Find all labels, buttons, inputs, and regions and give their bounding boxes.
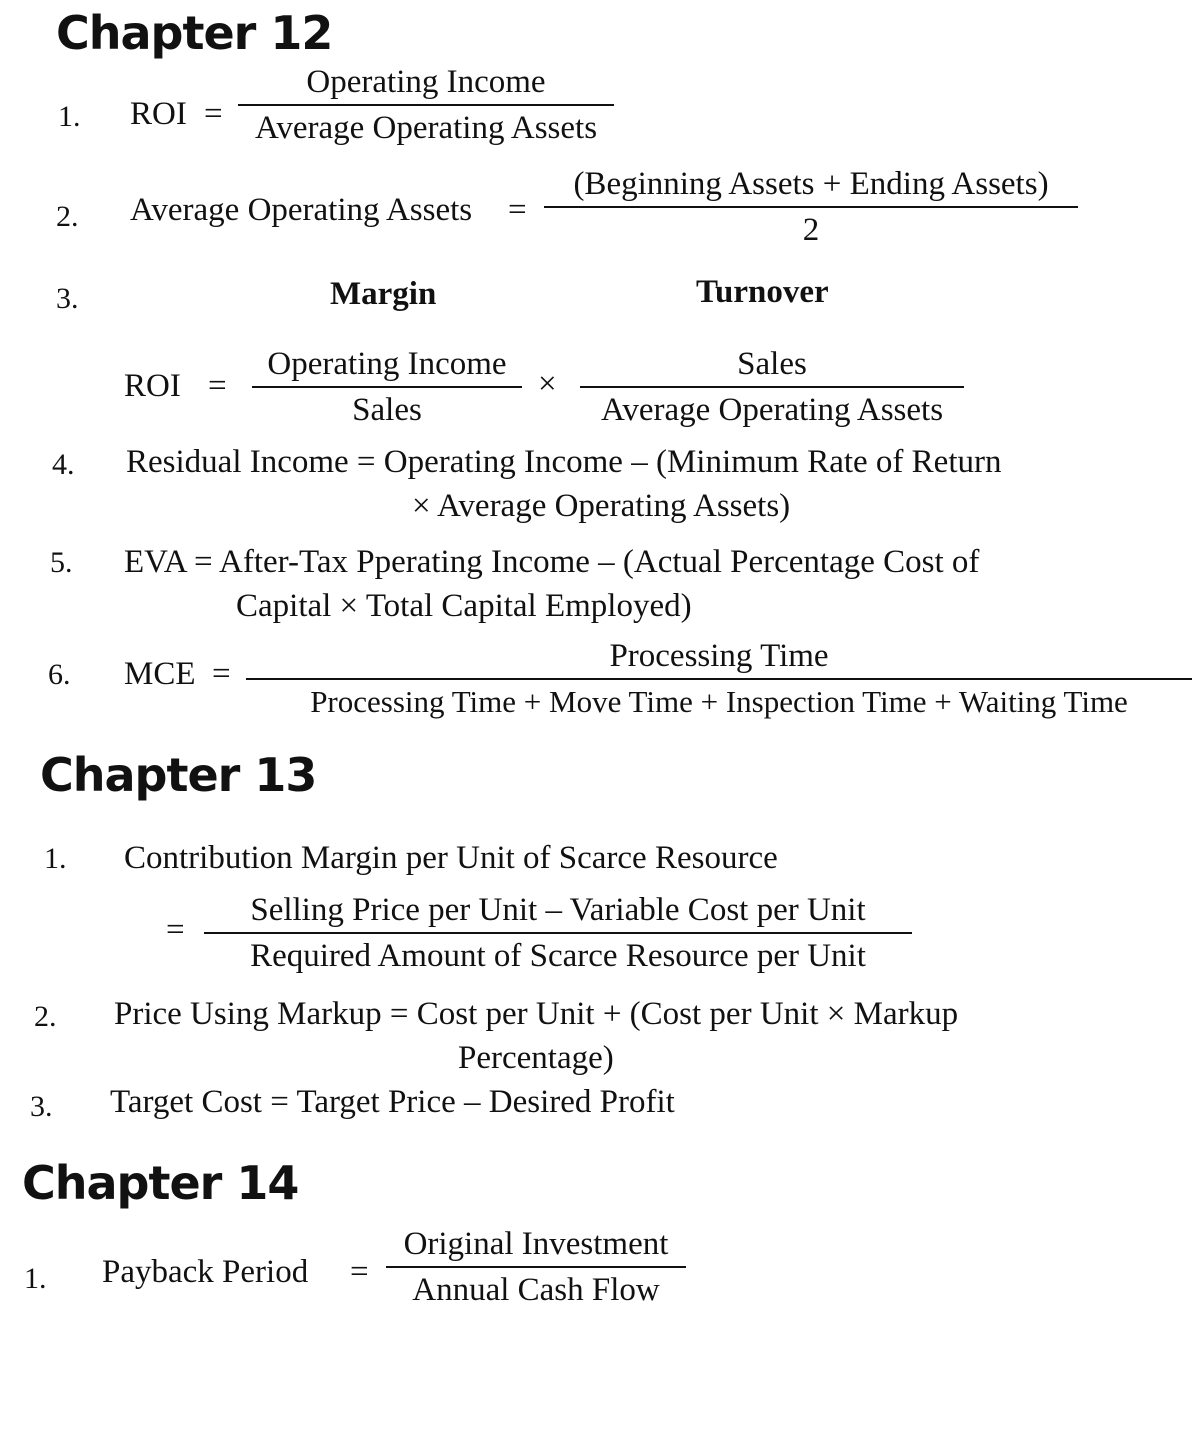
chapter-12-heading: Chapter 12 [56, 6, 333, 60]
equals-sign: = [204, 96, 223, 132]
fraction-numerator: Processing Time [609, 638, 829, 674]
margin-header: Margin [330, 276, 437, 312]
item-number: 1. [44, 842, 67, 875]
fraction-numerator: Operating Income [267, 346, 507, 382]
item-number: 3. [30, 1090, 53, 1123]
item-number: 3. [56, 282, 79, 315]
equals-sign: = [166, 912, 185, 948]
fraction-denominator: Sales [352, 392, 422, 428]
turnover-header: Turnover [696, 274, 829, 310]
fraction-denominator: Annual Cash Flow [412, 1272, 660, 1308]
fraction-numerator: (Beginning Assets + Ending Assets) [573, 166, 1049, 202]
roi-fraction [238, 62, 614, 148]
formula-line: Residual Income = Operating Income – (Minimum Rate of Return [126, 444, 1002, 480]
fraction-numerator: Operating Income [306, 64, 546, 100]
item-number: 4. [52, 448, 75, 481]
equals-sign: = [350, 1254, 369, 1290]
fraction-denominator: 2 [802, 212, 820, 248]
turnover-fraction [580, 344, 964, 430]
formula-line: Target Cost = Target Price – Desired Profit [110, 1084, 675, 1120]
fraction-bar [246, 678, 1192, 680]
fraction-bar [544, 206, 1078, 208]
fraction-denominator: Required Amount of Scarce Resource per Unit [250, 938, 866, 974]
fraction-numerator: Selling Price per Unit – Variable Cost per Unit [250, 892, 866, 928]
item-number: 6. [48, 658, 71, 691]
fraction-numerator: Sales [737, 346, 807, 382]
formula-line: Price Using Markup = Cost per Unit + (Cost per Unit × Markup [114, 996, 959, 1032]
formula-lhs: Payback Period [102, 1254, 309, 1290]
item-number: 2. [56, 200, 79, 233]
fraction-numerator: Original Investment [403, 1226, 669, 1262]
formula-lhs: ROI [124, 368, 181, 404]
formula-line-continued: × Average Operating Assets) [412, 488, 791, 524]
formula-line-continued: Percentage) [458, 1040, 614, 1076]
fraction-bar [238, 104, 614, 106]
fraction-bar [252, 386, 522, 388]
formula-line-continued: Capital × Total Capital Employed) [236, 588, 692, 624]
formula-lhs: MCE [124, 656, 196, 692]
equals-sign: = [508, 192, 527, 228]
times-sign: × [538, 366, 557, 402]
item-number: 1. [58, 100, 81, 133]
fraction-bar [386, 1266, 686, 1268]
item-number: 1. [24, 1262, 47, 1295]
average-assets-fraction [544, 164, 1078, 250]
fraction-denominator: Average Operating Assets [600, 392, 944, 428]
payback-fraction [386, 1224, 686, 1310]
fraction-denominator: Average Operating Assets [254, 110, 598, 146]
chapter-13-heading: Chapter 13 [40, 748, 317, 802]
formula-lhs: Average Operating Assets [130, 192, 473, 228]
formula-line: EVA = After-Tax Pperating Income – (Actual Percentage Cost of [124, 544, 980, 580]
formula-line: Contribution Margin per Unit of Scarce Resource [124, 840, 778, 876]
equals-sign: = [208, 368, 227, 404]
formula-lhs: ROI [130, 96, 187, 132]
mce-fraction [246, 636, 1192, 722]
fraction-bar [204, 932, 912, 934]
item-number: 2. [34, 1000, 57, 1033]
contribution-margin-fraction [204, 890, 912, 976]
fraction-bar [580, 386, 964, 388]
chapter-14-heading: Chapter 14 [22, 1156, 299, 1210]
equals-sign: = [212, 656, 231, 692]
fraction-denominator: Processing Time + Move Time + Inspection Time + Waiting Time [310, 684, 1128, 719]
margin-fraction [252, 344, 522, 430]
item-number: 5. [50, 546, 73, 579]
